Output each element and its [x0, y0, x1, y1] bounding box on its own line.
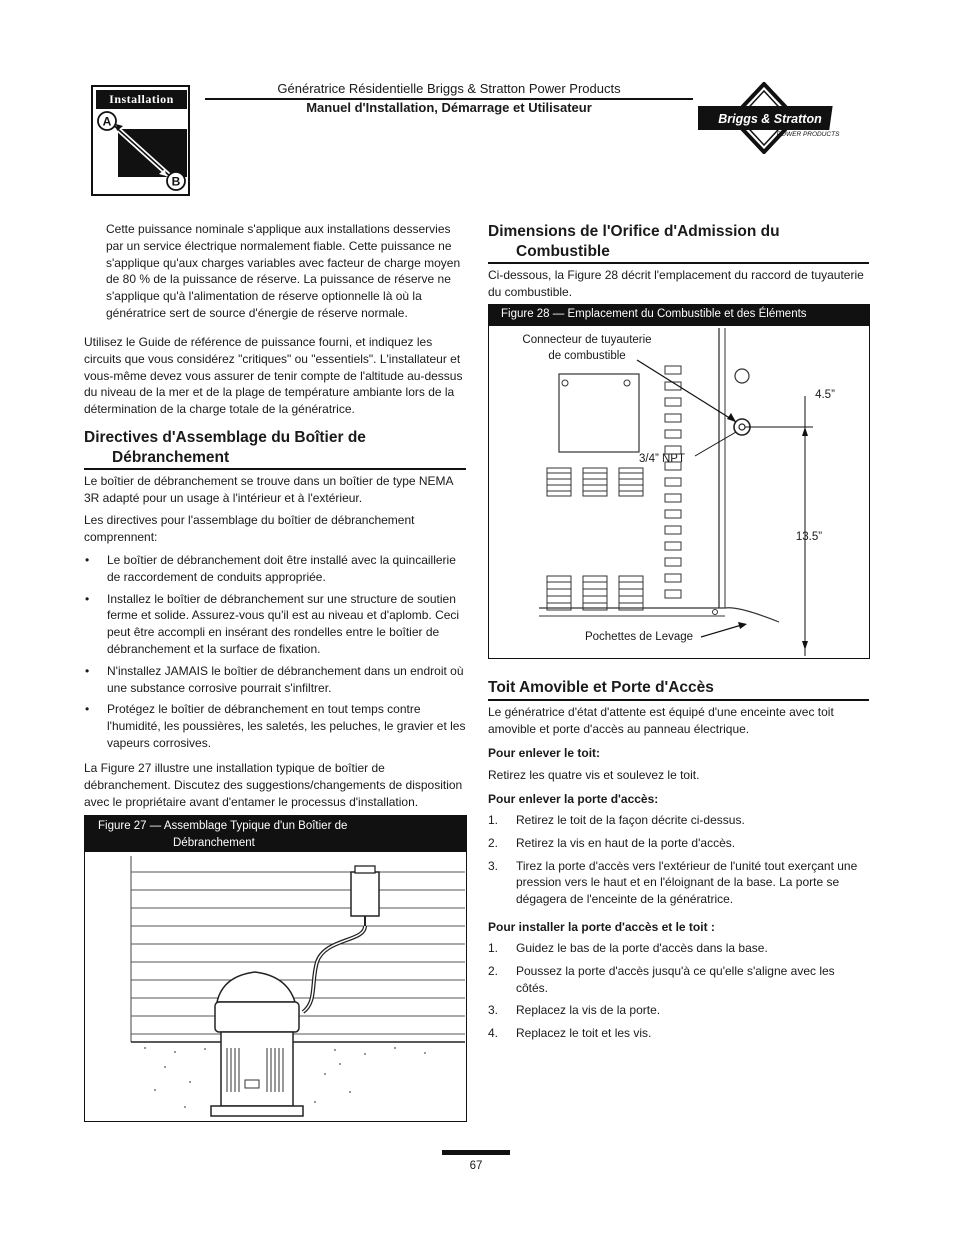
section-title-roof-door: Toit Amovible et Porte d'Accès	[488, 679, 714, 696]
list-item: 1. Retirez le toit de la façon décrite ci-dessus.	[488, 813, 745, 827]
assembly-bullet-list	[84, 552, 467, 757]
section-rule	[488, 262, 869, 264]
fuel-connector-label-line1: Connecteur de tuyauterie	[522, 334, 652, 346]
list-item: 1. Guidez le bas de la porte d'accès dans la base.	[488, 941, 768, 955]
figure-27-illustration	[84, 851, 467, 1122]
figure-28-caption: Figure 28 — Emplacement du Combustible et des Éléments	[488, 304, 870, 326]
fuel-connector-label-line2: de combustible	[548, 350, 626, 362]
section-title-assembly-line1: Directives d'Assemblage du Boîtier de	[84, 429, 366, 446]
installation-a-to-b-icon	[96, 111, 187, 193]
section-title-fuel-inlet-line1: Dimensions de l'Orifice d'Admission du	[488, 223, 780, 240]
figure-27-caption	[84, 815, 467, 852]
section-rule	[488, 699, 869, 701]
logo-subtitle: POWER PRODUCTS	[776, 131, 840, 138]
list-item: 4. Replacez le toit et les vis.	[488, 1026, 652, 1041]
install-door-roof-steps	[488, 940, 870, 1048]
intro-indented-paragraph: Cette puissance nominale s'applique aux installations desservies par un service électrique normalement fiable. Cette puissance ne s'applique qu'aux charges variables avec facteur de charge moyen de 80 % de la puissance de réserve. La puissance de réserve ne s'applique qu'à l'alimentation de réserve optionnelle là où la génératrice sert de source d'énergie de réserve normale.	[106, 222, 461, 320]
roof-door-paragraph: Le génératrice d'état d'attente est équipé d'une enceinte avec toit amovible et porte d'accès au panneau électrique.	[488, 705, 834, 736]
list-item: • Installez le boîtier de débranchement sur une structure de soutien ferme et solide. Assurez-vous qu'il est au niveau et d'aplomb. Ceci peut être accompli en insérant des rondelles entre le boîtier de débranchement et la surface de fixation.	[84, 591, 467, 658]
remove-door-heading: Pour enlever la porte d'accès:	[488, 792, 659, 806]
list-item: 2. Retirez la vis en haut de la porte d'accès.	[488, 835, 736, 850]
figure-27-caption-line2: Débranchement	[173, 836, 255, 849]
header-product-line: Génératrice Résidentielle Briggs & Stratton Power Products	[277, 81, 621, 96]
dimension-4-5-label: 4.5”	[815, 389, 835, 401]
badge-title: Installation	[96, 90, 187, 109]
badge-b-label: B	[171, 174, 181, 189]
section-title-fuel-inlet-line2: Combustible	[516, 242, 610, 260]
lifting-pockets-label: Pochettes de Levage	[584, 631, 694, 643]
fuel-connector-label	[507, 332, 667, 364]
fuel-location-drawing	[489, 326, 868, 657]
page-number-bar	[442, 1150, 510, 1155]
install-door-roof-heading: Pour installer la porte d'accès et le toit :	[488, 920, 715, 934]
list-item: • Le boîtier de débranchement doit être installé avec la quincaillerie de raccordement de conduits appropriée.	[84, 552, 467, 586]
section-title-assembly-line2: Débranchement	[112, 448, 230, 466]
remove-door-steps	[488, 812, 870, 914]
fuel-inlet-paragraph: Ci-dessous, la Figure 28 décrit l'emplacement du raccord de tuyauterie du combustible.	[488, 268, 864, 299]
disconnect-box-installation-drawing	[85, 852, 465, 1120]
section-title-fuel-inlet	[488, 222, 870, 261]
list-item: 2. Poussez la porte d'accès jusqu'à ce qu'elle s'aligne avec les côtés.	[488, 963, 835, 995]
list-item: • N'installez JAMAIS le boîtier de débranchement dans un endroit où une substance corrosive pourrait s'infiltrer.	[84, 663, 467, 697]
list-item: • Protégez le boîtier de débranchement en tout temps contre l'humidité, les poussières, les saletés, les peluches, le gravier et les vapeurs corrosives.	[84, 701, 467, 751]
dimension-13-5-label: 13.5”	[795, 531, 823, 543]
section-title-assembly	[84, 428, 467, 467]
figure-28-illustration	[488, 325, 870, 659]
assembly-paragraph-1: Le boîtier de débranchement se trouve dans un boîtier de type NEMA 3R adapté pour un usage à l'intérieur et à l'extérieur.	[84, 474, 453, 505]
assembly-paragraph-2: Les directives pour l'assemblage du boîtier de débranchement comprennent:	[84, 513, 415, 544]
list-item: 3. Replacez la vis de la porte.	[488, 1003, 661, 1018]
assembly-paragraph-3: La Figure 27 illustre une installation typique de boîtier de débranchement. Discutez des suggestions/changements de disposition avec le propriétaire avant d'entamer le processus d'installation.	[84, 761, 463, 809]
figure-27-caption-line1: Figure 27 — Assemblage Typique d'un Boîtier de	[98, 820, 348, 832]
section-rule	[84, 468, 466, 470]
list-item: 3. Tirez la porte d'accès vers l'extérieur de l'unité tout exerçant une pression vers le haut et en l'éloignant de la base. La porte se dégagera de l'enceinte de la génératrice.	[488, 858, 858, 907]
remove-roof-heading: Pour enlever le toit:	[488, 746, 601, 760]
installation-badge	[91, 85, 190, 196]
page-number: 67	[469, 1160, 483, 1172]
npt-size-label: 3/4” NPT	[638, 453, 685, 465]
header-manual-title: Manuel d'Installation, Démarrage et Utilisateur	[306, 100, 592, 115]
intro-paragraph: Utilisez le Guide de référence de puissance fourni, et indiquez les circuits que vous considérez "critiques" ou "essentiels". L'installateur et vous-même devez vous assurer de tenir compte de l'altitude au-dessus du niveau de la mer et de la plage de température ambiante lors de la détermination de la charge totale de la génératrice.	[84, 335, 463, 417]
badge-a-label: A	[102, 114, 112, 129]
remove-roof-text: Retirez les quatre vis et soulevez le toit.	[488, 768, 700, 782]
briggs-stratton-logo	[698, 82, 868, 154]
logo-wordmark: Briggs & Stratton	[718, 112, 822, 126]
